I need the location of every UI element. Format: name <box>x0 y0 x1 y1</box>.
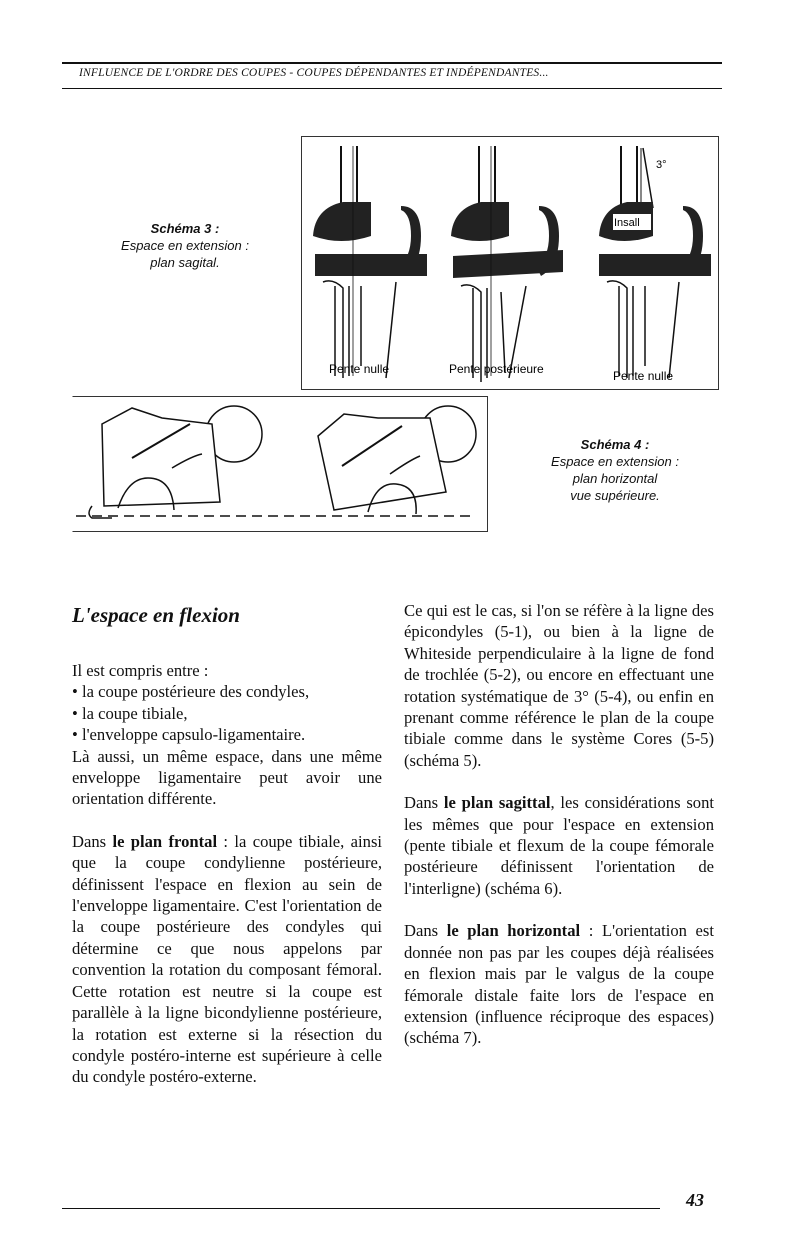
paragraph-sagittal <box>404 792 714 899</box>
header-rule-top <box>62 62 722 64</box>
figure4-caption <box>530 436 700 504</box>
figure3-diagram <box>301 136 719 390</box>
figure4-diagram <box>72 396 488 532</box>
text-run: Dans <box>404 793 444 813</box>
knee-horizontal-1 <box>89 406 262 518</box>
intro-text: Il est compris entre : <box>72 661 209 680</box>
figure3-caption-line2: plan sagital. <box>150 255 220 270</box>
insall-label: Insall <box>614 217 640 229</box>
label-pente-nulle-2: Pente nulle <box>613 369 674 383</box>
bold-term: le plan horizontal <box>446 921 581 941</box>
paragraph-frontal <box>72 831 382 1088</box>
figure3-caption <box>90 220 280 271</box>
footer-rule <box>62 1208 660 1209</box>
bullet-item: • la coupe tibiale, <box>72 703 188 723</box>
knee-sagittal-2 <box>449 146 563 382</box>
figure4-caption-line2: plan horizontal <box>572 471 658 486</box>
knee-horizontal-2 <box>318 406 476 514</box>
text-run: : L'orientation est donnée non pas par les coupes déjà réalisées en flexion mais par le valgus de la coupe fémorale distale faite lors de l'espace en extension (influence réciproque des espaces) (schéma 7). <box>404 921 714 1048</box>
figure4-caption-line3: vue supérieure. <box>570 488 660 503</box>
bullet-item: • la coupe postérieure des condyles, <box>72 682 310 702</box>
figure4-caption-title: Schéma 4 : <box>580 437 650 452</box>
header-rule-bottom <box>62 88 722 89</box>
text-run: Dans <box>404 921 447 941</box>
page-number: 43 <box>686 1190 704 1210</box>
label-pente-posterieure: Pente postérieure <box>449 362 544 376</box>
bold-term: le plan frontal <box>112 831 218 851</box>
bold-term: le plan sagittal <box>443 793 551 813</box>
text-run: : la coupe tibiale, ainsi que la coupe condylienne postérieure, définissent l'espace en flexion au sein de l'enveloppe ligamentaire. C'est l'orientation de la coupe postérieure des condyles qui détermine ce que nous appelons par convention la rotation du composant fémoral. Cette rotation est neutre si la coupe est parallèle à la ligne bicondylienne postérieure, la rotation est externe si la résection du condyle postéro-interne est supérieure à celle du condyle postéro-externe. <box>72 831 383 1087</box>
knee-sagittal-1 <box>313 146 427 378</box>
section-title: L'espace en flexion <box>72 603 240 627</box>
knee-sagittal-3 <box>599 146 711 383</box>
paragraph: Là aussi, un même espace, dans une même enveloppe ligamentaire peut avoir une orientation différente. <box>72 746 382 809</box>
figure3-caption-title: Schéma 3 : <box>150 221 220 236</box>
running-header: INFLUENCE DE L'ORDRE DES COUPES - COUPES DÉPENDANTES ET INDÉPENDANTES... <box>79 67 549 79</box>
angle-3-degree-label: 3° <box>656 159 667 171</box>
figure3-caption-line1: Espace en extension : <box>121 238 249 253</box>
paragraph: Ce qui est le cas, si l'on se réfère à la ligne des épicondyles (5-1), ou bien à la ligne de Whiteside perpendiculaire à la ligne de fond de trochlée (5-2), ou encore en effectuant une rotation systématique de 3° (5-4), ou enfin en prenant comme référence le plan de la coupe tibiale comme dans le système Cores (5-5) (schéma 5). <box>404 601 714 770</box>
text-run: Dans <box>72 831 113 851</box>
label-pente-nulle-1: Pente nulle <box>329 362 390 376</box>
text-run: , les considérations sont les mêmes que pour l'espace en extension (pente tibiale et flexum de la coupe fémorale postérieure définissent l'orientation de l'interligne) (schéma 6). <box>404 793 714 898</box>
right-column <box>404 600 714 1049</box>
left-column <box>72 600 382 1088</box>
paragraph-horizontal <box>404 920 714 1048</box>
bullet-item: • l'enveloppe capsulo-ligamentaire. <box>72 725 306 745</box>
figure4-caption-line1: Espace en extension : <box>551 454 679 469</box>
